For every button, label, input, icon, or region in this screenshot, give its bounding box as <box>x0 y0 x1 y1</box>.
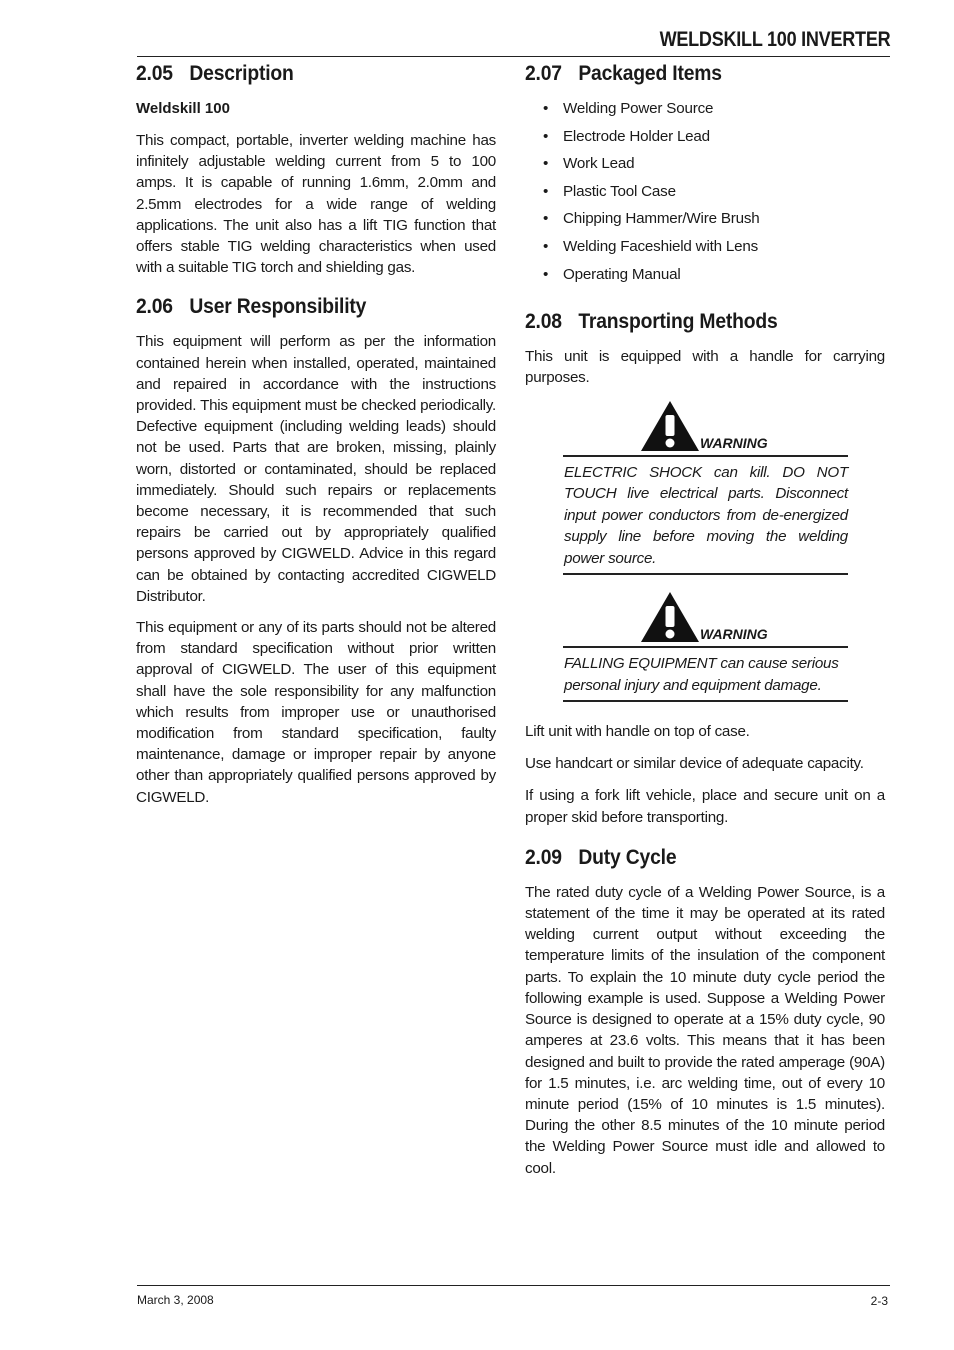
document-header-title: WELDSKILL 100 INVERTER <box>659 28 890 51</box>
list-item: • Welding Faceshield with Lens <box>525 233 885 261</box>
warning-text: ELECTRIC SHOCK can kill. DO NOT TOUCH live electrical parts. Disconnect input power conductors from de-energized supply line before moving the welding power source. <box>564 463 848 567</box>
transport-paragraph: This unit is equipped with a handle for carrying purposes. <box>525 348 885 387</box>
warning-electric-shock <box>563 399 848 576</box>
section-title: Transporting Methods <box>578 310 778 334</box>
footer-divider <box>137 1285 890 1286</box>
description-paragraph: This compact, portable, inverter welding machine has infinitely adjustable welding current from 5 to 100 amps. It is capable of running 1.6mm, 2.0mm and 2.5mm electrodes for a wide range of welding applications. The unit also has a lift TIG function that offers stable TIG welding characteristics when used with a suitable TIG torch and shielding gas. <box>136 132 496 277</box>
list-item: • Operating Manual <box>525 261 885 289</box>
list-item: • Work Lead <box>525 150 885 178</box>
warning-label: WARNING <box>700 434 768 451</box>
transport-lift-paragraph: Lift unit with handle on top of case. <box>525 723 750 741</box>
transport-handcart-paragraph: Use handcart or similar device of adequate capacity. <box>525 755 864 773</box>
right-column <box>525 60 885 1179</box>
list-item: • Chipping Hammer/Wire Brush <box>525 205 885 233</box>
warning-label: WARNING <box>700 626 768 643</box>
section-number: 2.05 <box>136 62 173 85</box>
section-2-08-heading <box>525 310 856 334</box>
list-item: • Plastic Tool Case <box>525 178 885 206</box>
left-column <box>136 60 496 808</box>
section-title: User Responsibility <box>189 295 367 319</box>
warning-body <box>563 646 848 702</box>
section-title: Description <box>189 62 294 85</box>
list-item: • Welding Power Source <box>525 95 885 123</box>
warning-triangle-icon <box>639 590 701 644</box>
warning-text: FALLING EQUIPMENT can cause serious personal injury and equipment damage. <box>564 655 839 694</box>
responsibility-paragraph-2: This equipment or any of its parts should not be altered from standard specification without prior written approval of CIGWELD. The user of this equipment shall have the sole responsibility for any malfunction which results from improper use or unauthorised modification from standard specification, faulty maintenance, damage or improper repair by anyone other than appropriately qualified persons approved by CIGWELD. <box>136 619 496 806</box>
section-number: 2.07 <box>525 62 562 85</box>
page-number: 2-3 <box>870 1294 888 1308</box>
section-title: Packaged Items <box>578 62 722 85</box>
section-number: 2.08 <box>525 310 562 334</box>
warning-header <box>563 399 848 455</box>
section-2-09-heading <box>525 846 856 870</box>
warning-falling-equipment <box>563 590 848 702</box>
section-2-06-heading <box>136 295 467 319</box>
warning-body <box>563 455 848 576</box>
list-item: • Electrode Holder Lead <box>525 123 885 151</box>
section-2-05-heading <box>136 62 467 86</box>
duty-cycle-paragraph: The rated duty cycle of a Welding Power Source, is a statement of the time it may be operated at its rated welding current output without exceeding the temperature limits of the insulation of the component parts. To explain the 10 minute duty cycle period the following example is used. Suppose a Welding Power Source is designed to operate at a 15% duty cycle, 90 amperes at 23.6 volts. This means that it has been designed and built to provide the rated amperage (90A) for 1.5 minutes, i.e. arc welding time, out of every 10 minute period (15% of 10 minutes is 1.5 minutes). During the other 8.5 minutes of the 10 minute period the Welding Power Source must idle and allowed to cool. <box>525 883 885 1177</box>
product-subtitle: Weldskill 100 <box>136 100 230 117</box>
section-number: 2.09 <box>525 845 562 869</box>
section-title: Duty Cycle <box>578 845 677 869</box>
section-2-07-heading <box>525 62 856 86</box>
warning-triangle-icon <box>639 399 701 453</box>
packaged-items-list <box>525 95 885 288</box>
transport-forklift-paragraph: If using a fork lift vehicle, place and secure unit on a proper skid before transporting. <box>525 787 885 826</box>
section-number: 2.06 <box>136 295 173 319</box>
footer-date: March 3, 2008 <box>137 1293 214 1307</box>
header-divider <box>137 56 890 57</box>
responsibility-paragraph-1: This equipment will perform as per the information contained herein when installed, operated, maintained and repaired in accordance with the instructions provided. This equipment must be checked periodically. Defective equipment (including welding leads) should not be used. Parts that are broken, missing, plainly worn, distorted or contaminated, should be replaced immediately. Should such repairs or replacements become necessary, it is recommended that such repairs be carried out by appropriately qualified persons approved by CIGWELD. Advice in this regard can be obtained by contacting accredited CIGWELD Distributor. <box>136 333 496 605</box>
warning-header <box>563 590 848 646</box>
